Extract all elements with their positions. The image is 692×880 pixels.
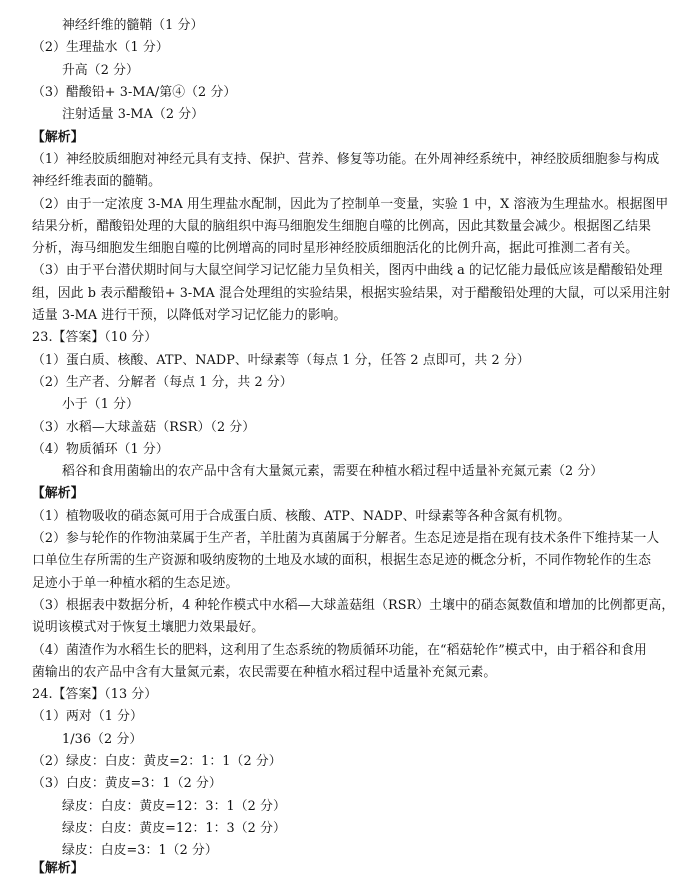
answer-line: 绿皮：白皮=3：1（2 分） xyxy=(62,843,218,858)
answer-line: （3）白皮：黄皮=3：1（2 分） xyxy=(32,776,222,791)
paragraph-line: 组，因此 b 表示醋酸铅+ 3-MA 混合处理组的实验结果，根据实验结果，对于醋酸铅处理的大鼠，可以采用注射 xyxy=(32,286,671,301)
paragraph-line: （3）由于平台潜伏期时间与大鼠空间学习记忆能力呈负相关，图丙中曲线 a 的记忆能力最低应该是醋酸铅处理 xyxy=(32,263,663,278)
paragraph-line: 菌输出的农产品中含有大量氮元素，农民需要在种植水稻过程中适量补充氮元素。 xyxy=(32,665,497,680)
paragraph-line: 口单位生存所需的生产资源和吸纳废物的土地及水域的面积，根据生态足迹的概念分析，不同作物轮作的生态 xyxy=(32,553,652,568)
paragraph-line: 足迹小于单一种植水稻的生态足迹。 xyxy=(32,576,239,591)
answer-line: （2）生理盐水（1 分） xyxy=(32,40,169,55)
analysis-heading: 【解析】 xyxy=(32,861,84,876)
paragraph-line: （3）根据表中数据分析，4 种轮作模式中水稻—大球盖菇组（RSR）土壤中的硝态氮数值和增加的比例都更高， xyxy=(32,598,675,613)
answer-line: （3）醋酸铅+ 3-MA/第④（2 分） xyxy=(32,85,237,100)
paragraph-line: （2）参与轮作的作物油菜属于生产者，羊肚菌为真菌属于分解者。生态足迹是指在现有技术条件下维持某一人 xyxy=(32,531,660,546)
answer-line: 升高（2 分） xyxy=(62,63,139,78)
paragraph-line: 分析，海马细胞发生细胞自噬的比例增高的同时星形神经胶质细胞活化的比例升高，据此可推测二者有关。 xyxy=(32,241,639,256)
paragraph-line: （4）菌渣作为水稻生长的肥料，这利用了生态系统的物质循环功能，在“稻菇轮作”模式中，由于稻谷和食用 xyxy=(32,643,647,658)
paragraph-line: 神经纤维表面的髓鞘。 xyxy=(32,174,161,189)
paragraph-line: （1）神经胶质细胞对神经元具有支持、保护、营养、修复等功能。在外周神经系统中，神经胶质细胞参与构成 xyxy=(32,152,660,167)
analysis-heading: 【解析】 xyxy=(32,130,84,145)
answer-line: 神经纤维的髓鞘（1 分） xyxy=(62,18,204,33)
paragraph-line: 结果分析，醋酸铅处理的大鼠的脑组织中海马细胞发生细胞自噬的比例高，因此其数量会减少。根据图乙结果 xyxy=(32,219,652,234)
paragraph-line: 适量 3-MA 进行干预，以降低对学习记忆能力的影响。 xyxy=(32,308,347,323)
answer-line: 绿皮：白皮：黄皮=12：1：3（2 分） xyxy=(62,821,286,836)
paragraph-line: （1）植物吸收的硝态氮可用于合成蛋白质、核酸、ATP、NADP、叶绿素等各种含氮有机物。 xyxy=(32,509,571,524)
analysis-heading: 【解析】 xyxy=(32,486,84,501)
answer-line: 小于（1 分） xyxy=(62,397,139,412)
question-heading: 24.【答案】（13 分） xyxy=(32,687,158,702)
paragraph-line: 说明该模式对于恢复土壤肥力效果最好。 xyxy=(32,620,265,635)
answer-line: 注射适量 3-MA（2 分） xyxy=(62,107,205,122)
question-heading: 23.【答案】（10 分） xyxy=(32,330,158,345)
answer-line: （4）物质循环（1 分） xyxy=(32,442,169,457)
answer-line: （3）水稻—大球盖菇（RSR）（2 分） xyxy=(32,420,256,435)
paragraph-line: （2）由于一定浓度 3-MA 用生理盐水配制，因此为了控制单一变量，实验 1 中，X 溶液为生理盐水。根据图甲 xyxy=(32,197,669,212)
answer-line: 绿皮：白皮：黄皮=12：3：1（2 分） xyxy=(62,799,286,814)
answer-line: （1）蛋白质、核酸、ATP、NADP、叶绿素等（每点 1 分，任答 2 点即可，共 2 分） xyxy=(32,353,530,368)
answer-line: （2）绿皮：白皮：黄皮=2：1：1（2 分） xyxy=(32,754,282,769)
answer-line: 1/36（2 分） xyxy=(62,732,143,747)
answer-line: 稻谷和食用菌输出的农产品中含有大量氮元素，需要在种植水稻过程中适量补充氮元素（2 分） xyxy=(62,464,604,479)
answer-line: （1）两对（1 分） xyxy=(32,709,143,724)
answer-line: （2）生产者、分解者（每点 1 分，共 2 分） xyxy=(32,375,293,390)
